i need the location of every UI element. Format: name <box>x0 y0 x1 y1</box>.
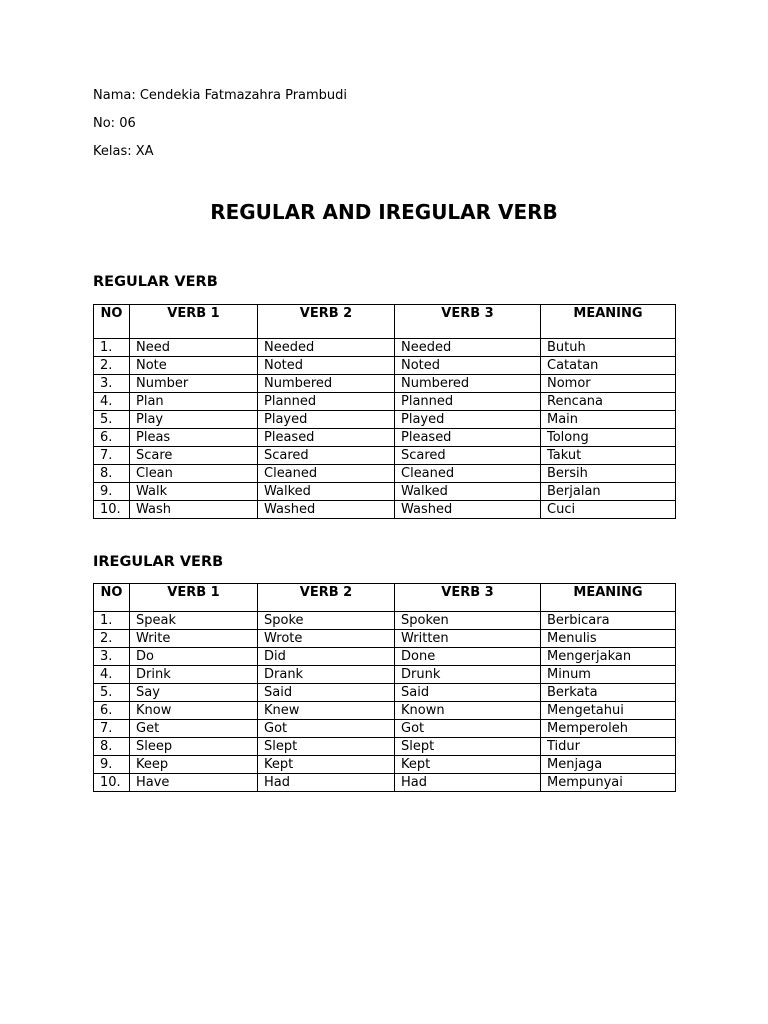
student-name-line: Nama: Cendekia Fatmazahra Prambudi <box>93 88 348 103</box>
cell-no: 7. <box>94 720 130 738</box>
cell-verb1: Do <box>130 648 258 666</box>
cell-verb3: Pleased <box>395 429 541 447</box>
cell-verb2: Spoke <box>258 612 395 630</box>
cell-meaning: Minum <box>541 666 676 684</box>
cell-no: 1. <box>94 339 130 357</box>
cell-verb1: Wash <box>130 501 258 519</box>
cell-verb1: Speak <box>130 612 258 630</box>
table-row <box>94 393 676 411</box>
cell-verb3: Scared <box>395 447 541 465</box>
cell-verb1: Scare <box>130 447 258 465</box>
cell-meaning: Memperoleh <box>541 720 676 738</box>
table-row <box>94 411 676 429</box>
cell-no: 4. <box>94 666 130 684</box>
table-row <box>94 465 676 483</box>
cell-verb1: Sleep <box>130 738 258 756</box>
cell-no: 5. <box>94 684 130 702</box>
table-row <box>94 738 676 756</box>
irregular-verb-heading: IREGULAR VERB <box>93 554 224 570</box>
table-row <box>94 375 676 393</box>
table-row <box>94 720 676 738</box>
cell-verb3: Slept <box>395 738 541 756</box>
table-row <box>94 483 676 501</box>
cell-meaning: Main <box>541 411 676 429</box>
cell-verb3: Walked <box>395 483 541 501</box>
cell-meaning: Rencana <box>541 393 676 411</box>
cell-verb1: Know <box>130 702 258 720</box>
column-header-no: NO <box>94 305 130 339</box>
cell-verb3: Drunk <box>395 666 541 684</box>
table-row <box>94 756 676 774</box>
column-header-meaning: MEANING <box>541 584 676 612</box>
regular-verb-heading: REGULAR VERB <box>93 274 218 290</box>
column-header-verb1: VERB 1 <box>130 305 258 339</box>
cell-verb1: Keep <box>130 756 258 774</box>
cell-verb3: Washed <box>395 501 541 519</box>
cell-verb3: Planned <box>395 393 541 411</box>
cell-meaning: Berjalan <box>541 483 676 501</box>
cell-verb2: Planned <box>258 393 395 411</box>
cell-no: 4. <box>94 393 130 411</box>
cell-verb2: Had <box>258 774 395 792</box>
cell-meaning: Catatan <box>541 357 676 375</box>
cell-verb1: Pleas <box>130 429 258 447</box>
cell-meaning: Menjaga <box>541 756 676 774</box>
cell-meaning: Butuh <box>541 339 676 357</box>
cell-no: 8. <box>94 738 130 756</box>
table-row <box>94 774 676 792</box>
cell-no: 8. <box>94 465 130 483</box>
cell-meaning: Takut <box>541 447 676 465</box>
cell-meaning: Berbicara <box>541 612 676 630</box>
cell-verb2: Drank <box>258 666 395 684</box>
cell-verb3: Needed <box>395 339 541 357</box>
column-header-no: NO <box>94 584 130 612</box>
cell-verb2: Did <box>258 648 395 666</box>
cell-verb2: Cleaned <box>258 465 395 483</box>
cell-verb2: Got <box>258 720 395 738</box>
table-row <box>94 648 676 666</box>
cell-verb1: Play <box>130 411 258 429</box>
table-row <box>94 702 676 720</box>
cell-verb1: Need <box>130 339 258 357</box>
table-row <box>94 684 676 702</box>
cell-verb3: Had <box>395 774 541 792</box>
cell-verb2: Scared <box>258 447 395 465</box>
table-row <box>94 630 676 648</box>
cell-meaning: Mengerjakan <box>541 648 676 666</box>
table-row <box>94 429 676 447</box>
cell-no: 6. <box>94 702 130 720</box>
cell-verb3: Got <box>395 720 541 738</box>
cell-verb1: Say <box>130 684 258 702</box>
cell-no: 10. <box>94 774 130 792</box>
cell-verb2: Noted <box>258 357 395 375</box>
cell-no: 1. <box>94 612 130 630</box>
cell-verb3: Numbered <box>395 375 541 393</box>
irregular-verb-table <box>93 583 676 792</box>
cell-meaning: Nomor <box>541 375 676 393</box>
cell-verb3: Said <box>395 684 541 702</box>
column-header-verb3: VERB 3 <box>395 305 541 339</box>
cell-meaning: Cuci <box>541 501 676 519</box>
cell-verb2: Numbered <box>258 375 395 393</box>
cell-meaning: Mengetahui <box>541 702 676 720</box>
cell-no: 7. <box>94 447 130 465</box>
document-title: REGULAR AND IREGULAR VERB <box>210 200 558 224</box>
cell-verb2: Played <box>258 411 395 429</box>
cell-no: 5. <box>94 411 130 429</box>
cell-verb1: Clean <box>130 465 258 483</box>
cell-verb2: Slept <box>258 738 395 756</box>
cell-verb1: Get <box>130 720 258 738</box>
cell-meaning: Menulis <box>541 630 676 648</box>
cell-verb2: Wrote <box>258 630 395 648</box>
cell-meaning: Tidur <box>541 738 676 756</box>
cell-no: 6. <box>94 429 130 447</box>
column-header-verb1: VERB 1 <box>130 584 258 612</box>
cell-verb1: Drink <box>130 666 258 684</box>
cell-no: 10. <box>94 501 130 519</box>
cell-verb2: Knew <box>258 702 395 720</box>
column-header-verb3: VERB 3 <box>395 584 541 612</box>
cell-no: 9. <box>94 756 130 774</box>
cell-verb3: Known <box>395 702 541 720</box>
cell-verb3: Done <box>395 648 541 666</box>
cell-verb3: Written <box>395 630 541 648</box>
cell-meaning: Mempunyai <box>541 774 676 792</box>
column-header-meaning: MEANING <box>541 305 676 339</box>
cell-verb1: Note <box>130 357 258 375</box>
cell-no: 9. <box>94 483 130 501</box>
cell-verb3: Cleaned <box>395 465 541 483</box>
cell-meaning: Tolong <box>541 429 676 447</box>
regular-verb-table <box>93 304 676 519</box>
cell-no: 2. <box>94 630 130 648</box>
table-row <box>94 501 676 519</box>
cell-no: 3. <box>94 375 130 393</box>
table-header-row <box>94 584 676 612</box>
table-row <box>94 666 676 684</box>
cell-verb2: Walked <box>258 483 395 501</box>
cell-verb1: Write <box>130 630 258 648</box>
cell-verb2: Washed <box>258 501 395 519</box>
cell-no: 3. <box>94 648 130 666</box>
cell-verb1: Have <box>130 774 258 792</box>
table-row <box>94 357 676 375</box>
table-header-row <box>94 305 676 339</box>
cell-verb3: Played <box>395 411 541 429</box>
cell-verb3: Kept <box>395 756 541 774</box>
cell-verb1: Walk <box>130 483 258 501</box>
student-class-line: Kelas: XA <box>93 144 154 159</box>
cell-verb2: Kept <box>258 756 395 774</box>
column-header-verb2: VERB 2 <box>258 584 395 612</box>
cell-verb2: Pleased <box>258 429 395 447</box>
cell-meaning: Berkata <box>541 684 676 702</box>
cell-verb1: Plan <box>130 393 258 411</box>
table-row <box>94 447 676 465</box>
table-row <box>94 612 676 630</box>
column-header-verb2: VERB 2 <box>258 305 395 339</box>
cell-verb3: Noted <box>395 357 541 375</box>
student-number-line: No: 06 <box>93 116 136 131</box>
cell-verb2: Needed <box>258 339 395 357</box>
cell-verb1: Number <box>130 375 258 393</box>
cell-verb3: Spoken <box>395 612 541 630</box>
cell-verb2: Said <box>258 684 395 702</box>
cell-no: 2. <box>94 357 130 375</box>
table-row <box>94 339 676 357</box>
cell-meaning: Bersih <box>541 465 676 483</box>
